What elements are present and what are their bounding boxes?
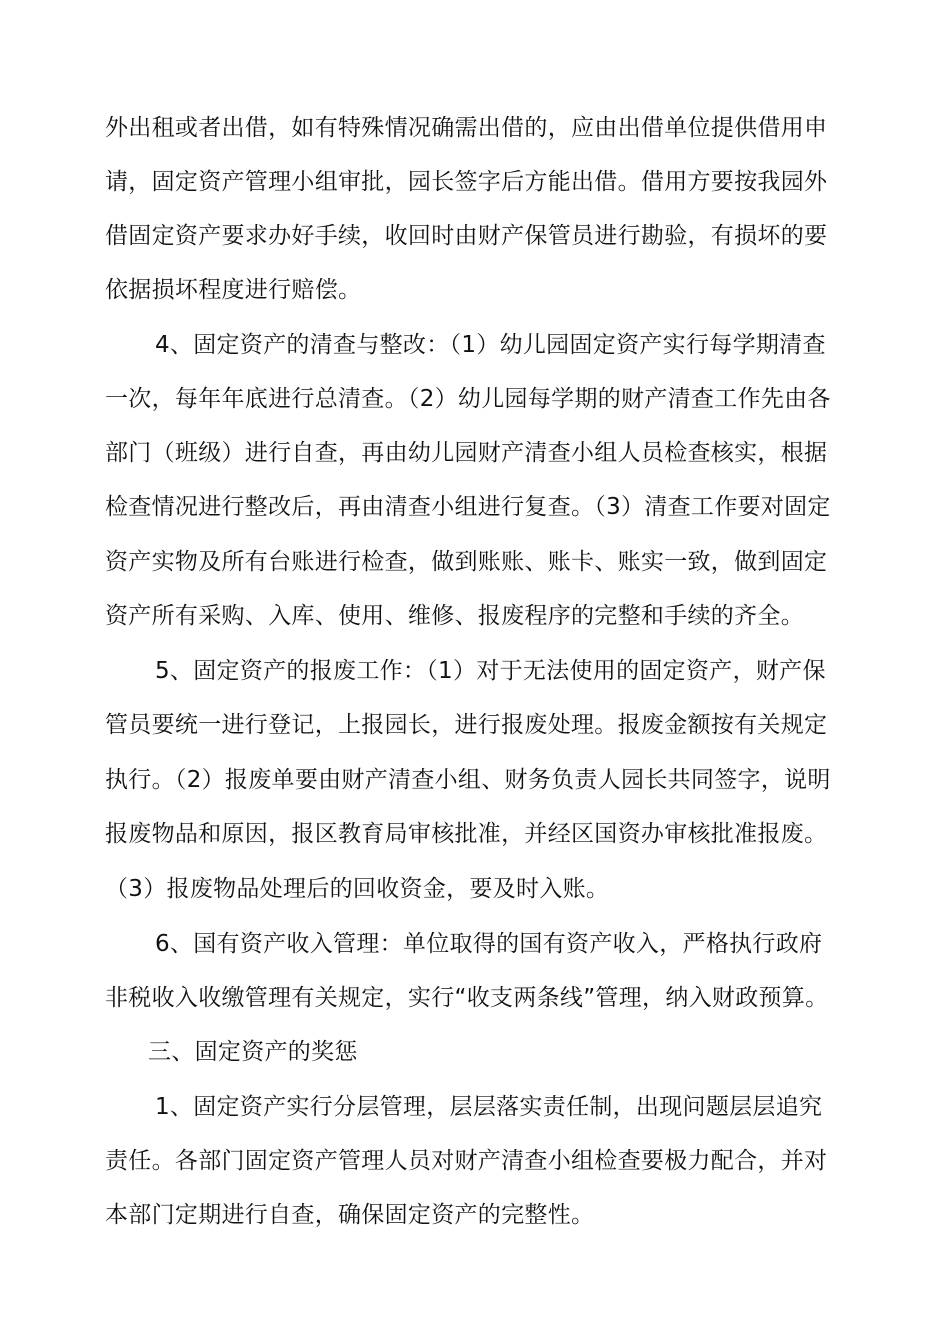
text-line-15: （3）报废物品处理后的回收资金，要及时入账。 [105,876,610,902]
text-line-8: 检查情况进行整改后，再由清查小组进行复查。（3）清查工作要对固定 [105,494,831,520]
text-line-19: 1、固定资产实行分层管理，层层落实责任制，出现问题层层追究 [155,1094,823,1120]
text-line-10: 资产所有采购、入库、使用、维修、报废程序的完整和手续的齐全。 [105,603,804,629]
text-line-1: 外出租或者出借，如有特殊情况确需出借的，应由出借单位提供借用申 [105,115,828,141]
text-line-20: 责任。各部门固定资产管理人员对财产清查小组检查要极力配合，并对 [105,1148,828,1174]
text-line-14: 报废物品和原因，报区教育局审核批准，并经区国资办审核批准报废。 [105,821,828,847]
section-heading: 三、固定资产的奖惩 [148,1039,358,1065]
text-line-16: 6、国有资产收入管理：单位取得的国有资产收入，严格执行政府 [155,931,823,957]
text-line-6: 一次，每年年底进行总清查。（2）幼儿园每学期的财产清查工作先由各 [105,386,831,412]
text-line-11: 5、固定资产的报废工作：（1）对于无法使用的固定资产，财产保 [155,658,826,684]
text-line-5: 4、固定资产的清查与整改：（1）幼儿园固定资产实行每学期清查 [155,332,826,358]
text-line-2: 请，固定资产管理小组审批，园长签字后方能出借。借用方要按我园外 [105,169,828,195]
text-line-13: 执行。（2）报废单要由财产清查小组、财务负责人园长共同签字，说明 [105,767,831,793]
text-line-4: 依据损坏程度进行赔偿。 [105,277,362,303]
text-line-9: 资产实物及所有台账进行检查，做到账账、账卡、账实一致，做到固定 [105,549,828,575]
text-line-3: 借固定资产要求办好手续，收回时由财产保管员进行勘验，有损坏的要 [105,223,828,249]
text-line-12: 管员要统一进行登记，上报园长，进行报废处理。报废金额按有关规定 [105,712,828,738]
text-line-7: 部门（班级）进行自查，再由幼儿园财产清查小组人员检查核实，根据 [105,440,828,466]
text-line-17: 非税收入收缴管理有关规定，实行“收支两条线”管理，纳入财政预算。 [105,985,829,1011]
text-line-21: 本部门定期进行自查，确保固定资产的完整性。 [105,1202,595,1228]
